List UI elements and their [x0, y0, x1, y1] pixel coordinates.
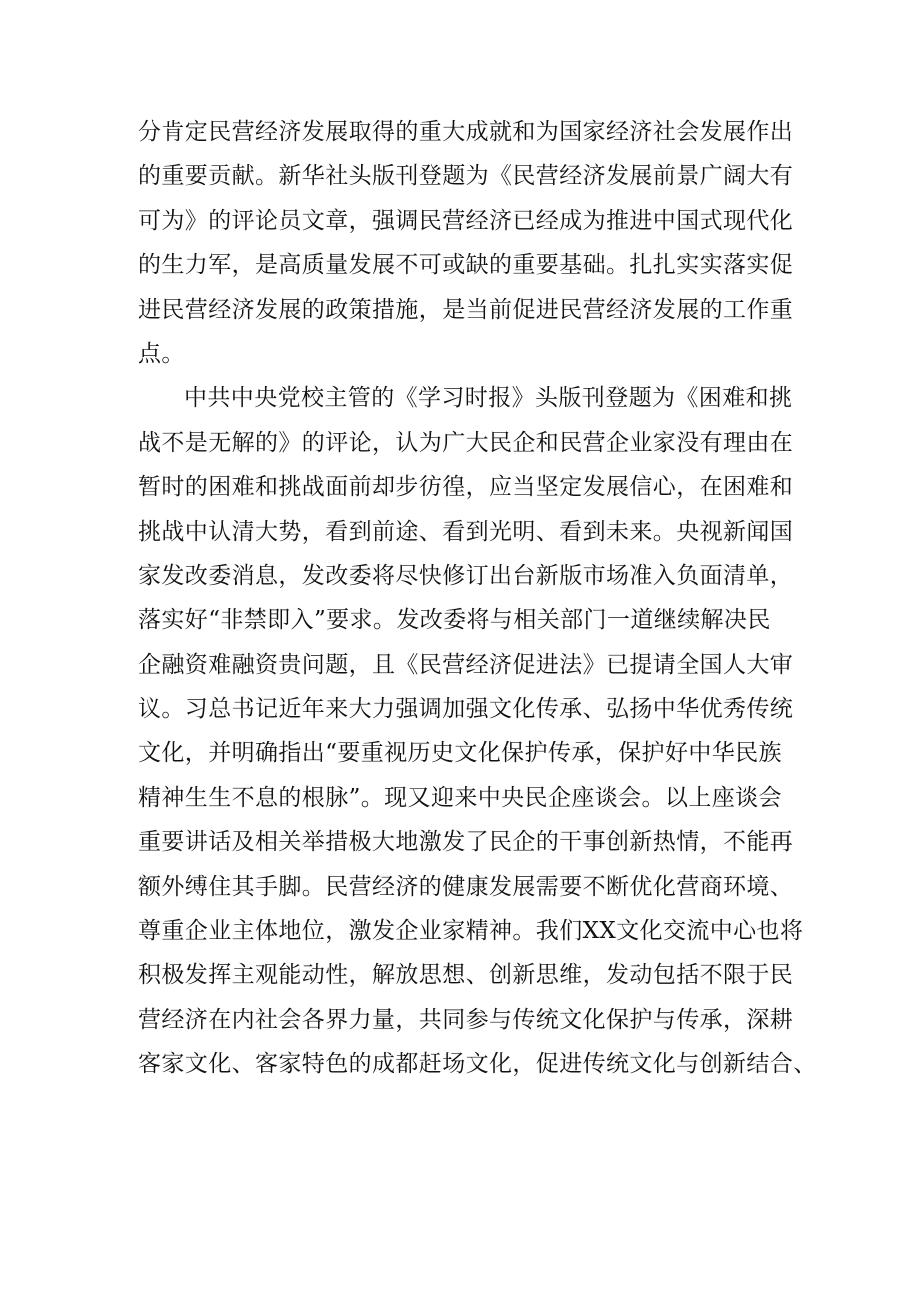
- text-line: 进民营经济发展的政策措施，是当前促进民营经济发展的工作重: [138, 296, 794, 323]
- text-line: 家发改委消息，发改委将尽快修订出台新版市场准入负面清单，: [138, 562, 794, 589]
- text-line: 分肯定民营经济发展取得的重大成就和为国家经济社会发展作出: [138, 119, 794, 145]
- body-text: [138, 110, 817, 1087]
- text-line: 尊重企业主体地位，激发企业家精神。我们XX文化交流中心也将: [138, 918, 804, 945]
- text-line: 企融资难融资贵问题，且《民营经济促进法》已提请全国人大审: [138, 651, 794, 678]
- text-line: 的重要贡献。新华社头版刊登题为《民营经济发展前景广阔大有: [138, 163, 794, 190]
- text-line: 议。习总书记近年来大力强调加强文化传承、弘扬中华优秀传统: [138, 696, 794, 723]
- text-line: 暂时的困难和挑战面前却步彷徨，应当坚定发展信心，在困难和: [138, 474, 794, 501]
- text-line: 点。: [138, 340, 185, 367]
- text-line: 战不是无解的》的评论，认为广大民企和民营企业家没有理由在: [138, 429, 794, 456]
- text-line: 客家文化、客家特色的成都赶场文化，促进传统文化与创新结合、: [138, 1051, 817, 1078]
- text-line: 重要讲话及相关举措极大地激发了民企的干事创新热情，不能再: [138, 829, 794, 856]
- text-line: 可为》的评论员文章，强调民营经济已经成为推进中国式现代化: [138, 207, 794, 234]
- text-line: 的生力军，是高质量发展不可或缺的重要基础。扎扎实实落实促: [138, 252, 794, 279]
- text-line: 营经济在内社会各界力量，共同参与传统文化保护与传承，深耕: [138, 1006, 794, 1033]
- text-line: 精神生生不息的根脉”。现又迎来中央民企座谈会。以上座谈会: [138, 784, 782, 811]
- text-line: 落实好“非禁即入”要求。发改委将与相关部门一道继续解决民: [138, 607, 771, 634]
- text-line: 积极发挥主观能动性，解放思想、创新思维，发动包括不限于民: [138, 962, 794, 989]
- text-line: 额外缚住其手脚。民营经济的健康发展需要不断优化营商环境、: [138, 873, 794, 900]
- paragraph-first-line: 中共中央党校主管的《学习时报》头版刊登题为《困难和挑: [184, 385, 793, 412]
- text-line: 文化，并明确指出“要重视历史文化保护传承，保护好中华民族: [138, 740, 782, 767]
- text-line: 挑战中认清大势，看到前途、看到光明、看到未来。央视新闻国: [138, 518, 794, 545]
